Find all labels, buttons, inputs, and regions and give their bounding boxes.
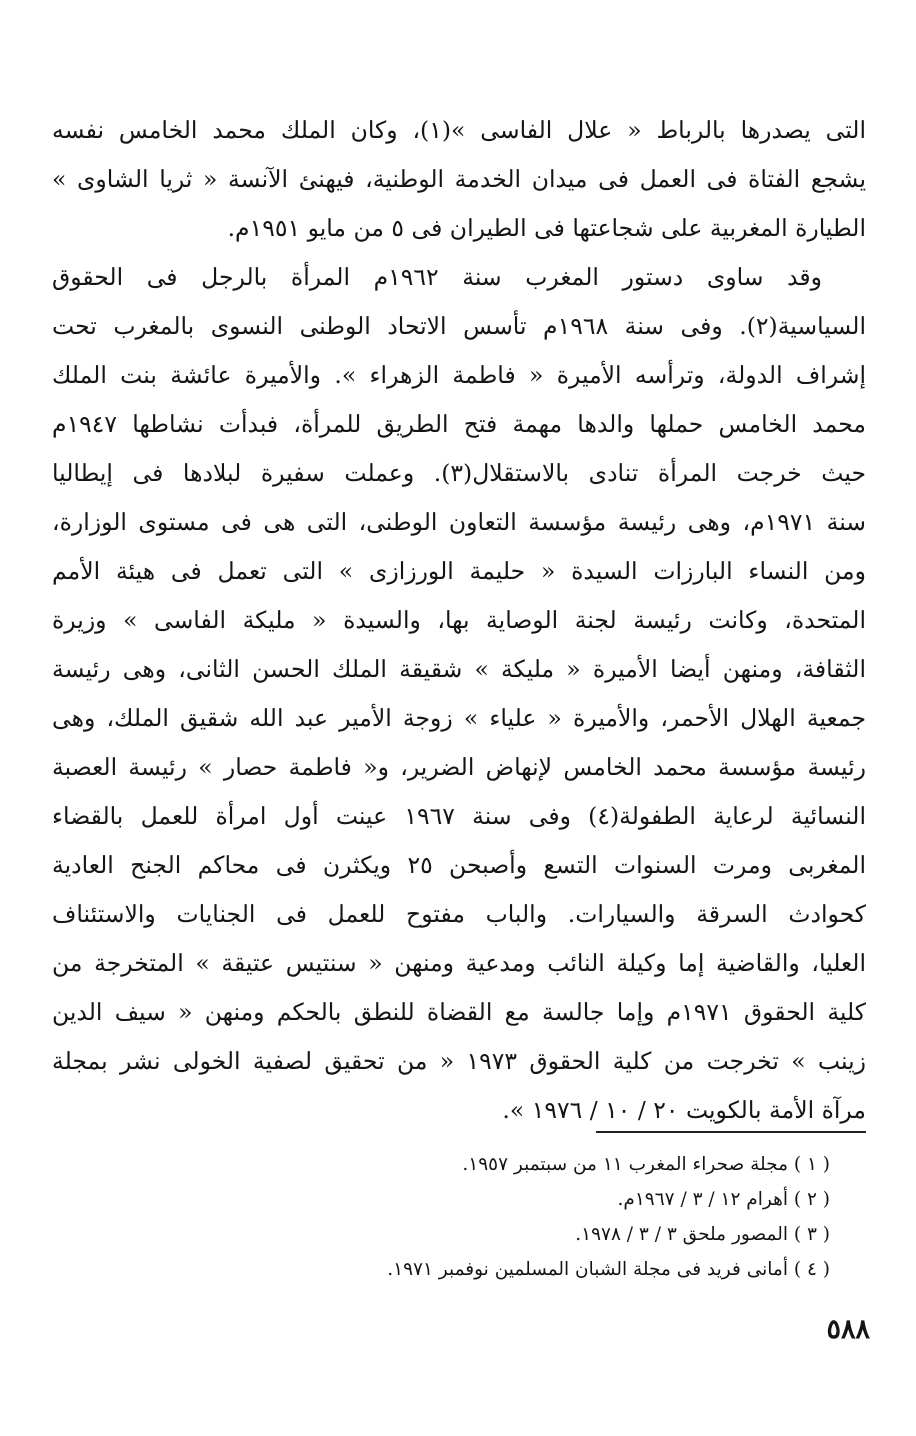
footnote-2: ( ٢ ) أهرام ١٢ / ٣ / ١٩٦٧م.	[617, 1189, 830, 1210]
text-line-1: التى يصدرها بالرباط « علال الفاسى »(١)، وكان الملك محمد الخامس نفسه	[52, 116, 866, 144]
text-line-17: كحوادث السرقة والسيارات. والباب مفتوح للعمل فى الجنايات والاستئناف	[52, 900, 866, 928]
text-line-6: إشراف الدولة، وترأسه الأميرة « فاطمة الزهراء ». والأميرة عائشة بنت الملك	[52, 361, 866, 389]
text-line-13: جمعية الهلال الأحمر، والأميرة « علياء » زوجة الأمير عبد الله شقيق الملك، وهى	[52, 704, 866, 732]
text-line-8: حيث خرجت المرأة تنادى بالاستقلال(٣). وعملت سفيرة لبلادها فى إيطاليا	[52, 459, 866, 487]
text-line-9: سنة ١٩٧١م، وهى رئيسة مؤسسة التعاون الوطنى، التى هى فى مستوى الوزارة،	[52, 508, 866, 536]
text-line-12: الثقافة، ومنهن أيضا الأميرة « مليكة » شقيقة الملك الحسن الثانى، وهى رئيسة	[52, 655, 866, 683]
text-line-14: رئيسة مؤسسة محمد الخامس لإنهاض الضرير، و« فاطمة حصار » رئيسة العصبة	[52, 753, 866, 781]
footnote-1: ( ١ ) مجلة صحراء المغرب ١١ من سبتمبر ١٩٥٧.	[462, 1154, 830, 1175]
text-line-18: العليا، والقاضية إما وكيلة النائب ومدعية ومنهن « سنتيس عتيقة » المتخرجة من	[52, 949, 866, 977]
footnote-separator	[596, 1131, 866, 1133]
text-line-19: كلية الحقوق ١٩٧١م وإما جالسة مع القضاة للنطق بالحكم ومنهن « سيف الدين	[52, 998, 866, 1026]
main-text	[52, 106, 866, 1135]
text-line-5: السياسية(٢). وفى سنة ١٩٦٨م تأسس الاتحاد الوطنى النسوى بالمغرب تحت	[52, 312, 866, 340]
text-line-21: مرآة الأمة بالكويت ٢٠ / ١٠ / ١٩٧٦ ».	[502, 1096, 866, 1124]
text-line-16: المغربى ومرت السنوات التسع وأصبحن ٢٥ ويكثرن فى محاكم الجنح العادية	[52, 851, 866, 879]
footnote-3: ( ٣ ) المصور ملحق ٣ / ٣ / ١٩٧٨.	[575, 1224, 830, 1245]
text-line-15: النسائية لرعاية الطفولة(٤) وفى سنة ١٩٦٧ عينت أول امرأة للعمل بالقضاء	[52, 802, 866, 830]
text-line-2: يشجع الفتاة فى العمل فى ميدان الخدمة الوطنية، فيهنئ الآنسة « ثريا الشاوى »	[52, 165, 866, 193]
text-line-4: وقد ساوى دستور المغرب سنة ١٩٦٢م المرأة بالرجل فى الحقوق	[52, 263, 822, 291]
footnote-4: ( ٤ ) أمانى فريد فى مجلة الشبان المسلمين نوفمبر ١٩٧١.	[387, 1259, 830, 1280]
text-line-3: الطيارة المغربية على شجاعتها فى الطيران فى ٥ من مايو ١٩٥١م.	[227, 214, 866, 242]
page-number: ٥٨٨	[826, 1314, 870, 1345]
text-line-11: المتحدة، وكانت رئيسة لجنة الوصاية بها، والسيدة « مليكة الفاسى » وزيرة	[52, 606, 866, 634]
footnotes	[300, 1147, 830, 1287]
text-line-7: محمد الخامس حملها والدها مهمة فتح الطريق للمرأة، فبدأت نشاطها ١٩٤٧م	[52, 410, 866, 438]
text-line-20: زينب » تخرجت من كلية الحقوق ١٩٧٣ « من تحقيق لصفية الخولى نشر بمجلة	[52, 1047, 866, 1075]
text-line-10: ومن النساء البارزات السيدة « حليمة الورزازى » التى تعمل فى هيئة الأمم	[52, 557, 866, 585]
